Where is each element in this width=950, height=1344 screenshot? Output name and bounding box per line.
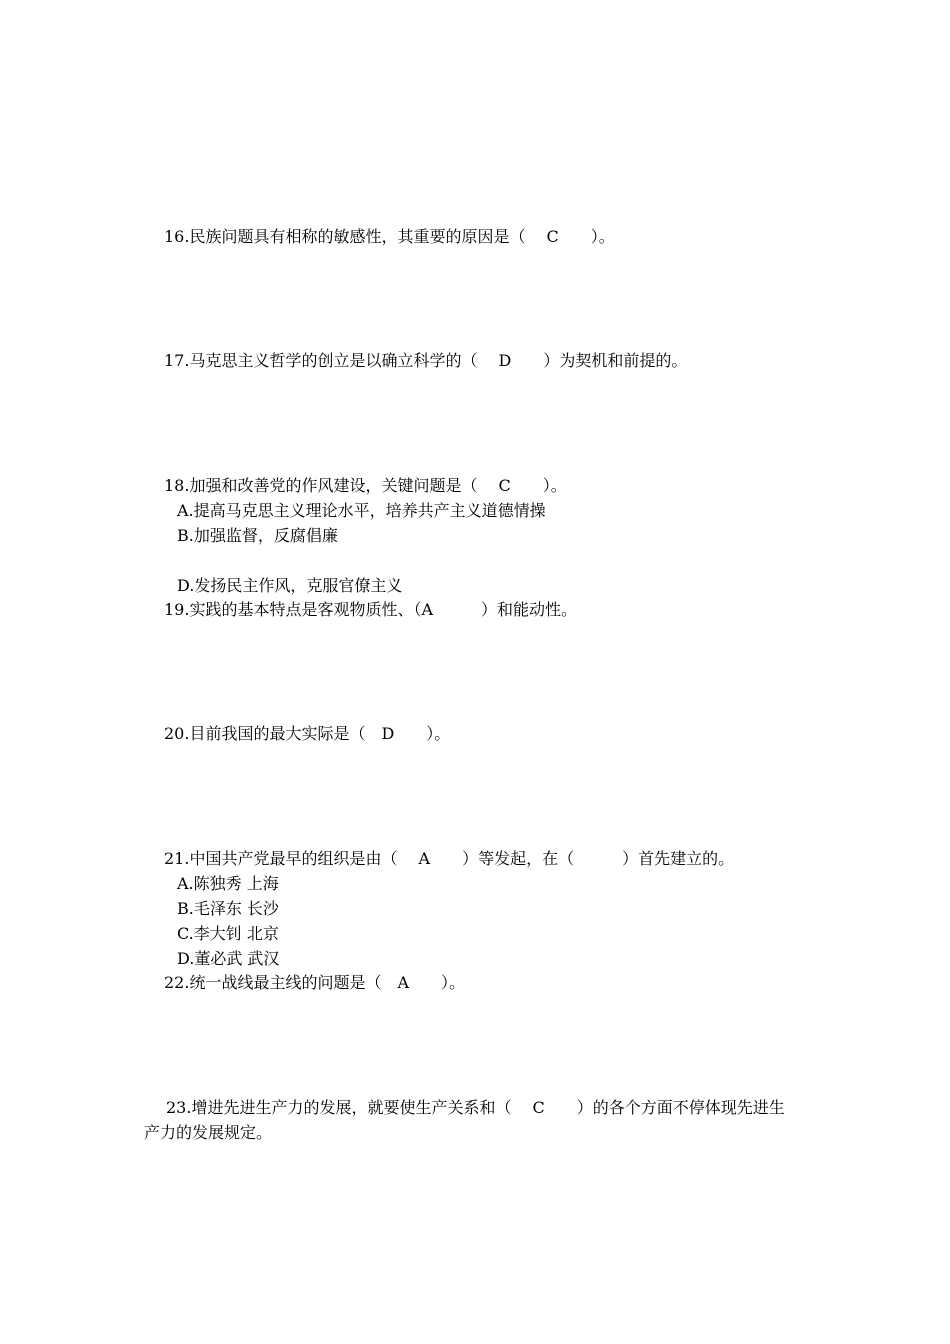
question-17: 17.马克思主义哲学的创立是以确立科学的（ D ）为契机和前提的。 (164, 351, 688, 370)
question-16: 16.民族问题具有相称的敏感性，其重要的原因是（ C ）。 (164, 227, 615, 246)
question-21-option-c: C.李大钊 北京 (177, 924, 279, 943)
question-21: 21.中国共产党最早的组织是由（ A ）等发起，在（ ）首先建立的。 (164, 849, 735, 868)
question-21-option-b: B.毛泽东 长沙 (177, 899, 279, 918)
question-20: 20.目前我国的最大实际是（ D ）。 (164, 724, 451, 743)
question-21-option-a: A.陈独秀 上海 (177, 874, 279, 893)
question-18: 18.加强和改善党的作风建设，关键问题是（ C ）。 (164, 476, 567, 495)
question-23: 23.增进先进生产力的发展，就要使生产关系和（ C ）的各个方面不停体现先进生 (166, 1098, 785, 1117)
question-22: 22.统一战线最主线的问题是（ A ）。 (164, 973, 466, 992)
question-18-option-d: D.发扬民主作风，克服官僚主义 (177, 576, 403, 595)
question-19: 19.实践的基本特点是客观物质性、（A ）和能动性。 (164, 600, 578, 619)
question-18-option-b: B.加强监督，反腐倡廉 (177, 526, 338, 545)
question-21-option-d: D.董必武 武汉 (177, 949, 280, 968)
question-23-continuation: 产力的发展规定。 (144, 1123, 273, 1142)
question-18-option-a: A.提高马克思主义理论水平，培养共产主义道德情操 (177, 501, 546, 520)
